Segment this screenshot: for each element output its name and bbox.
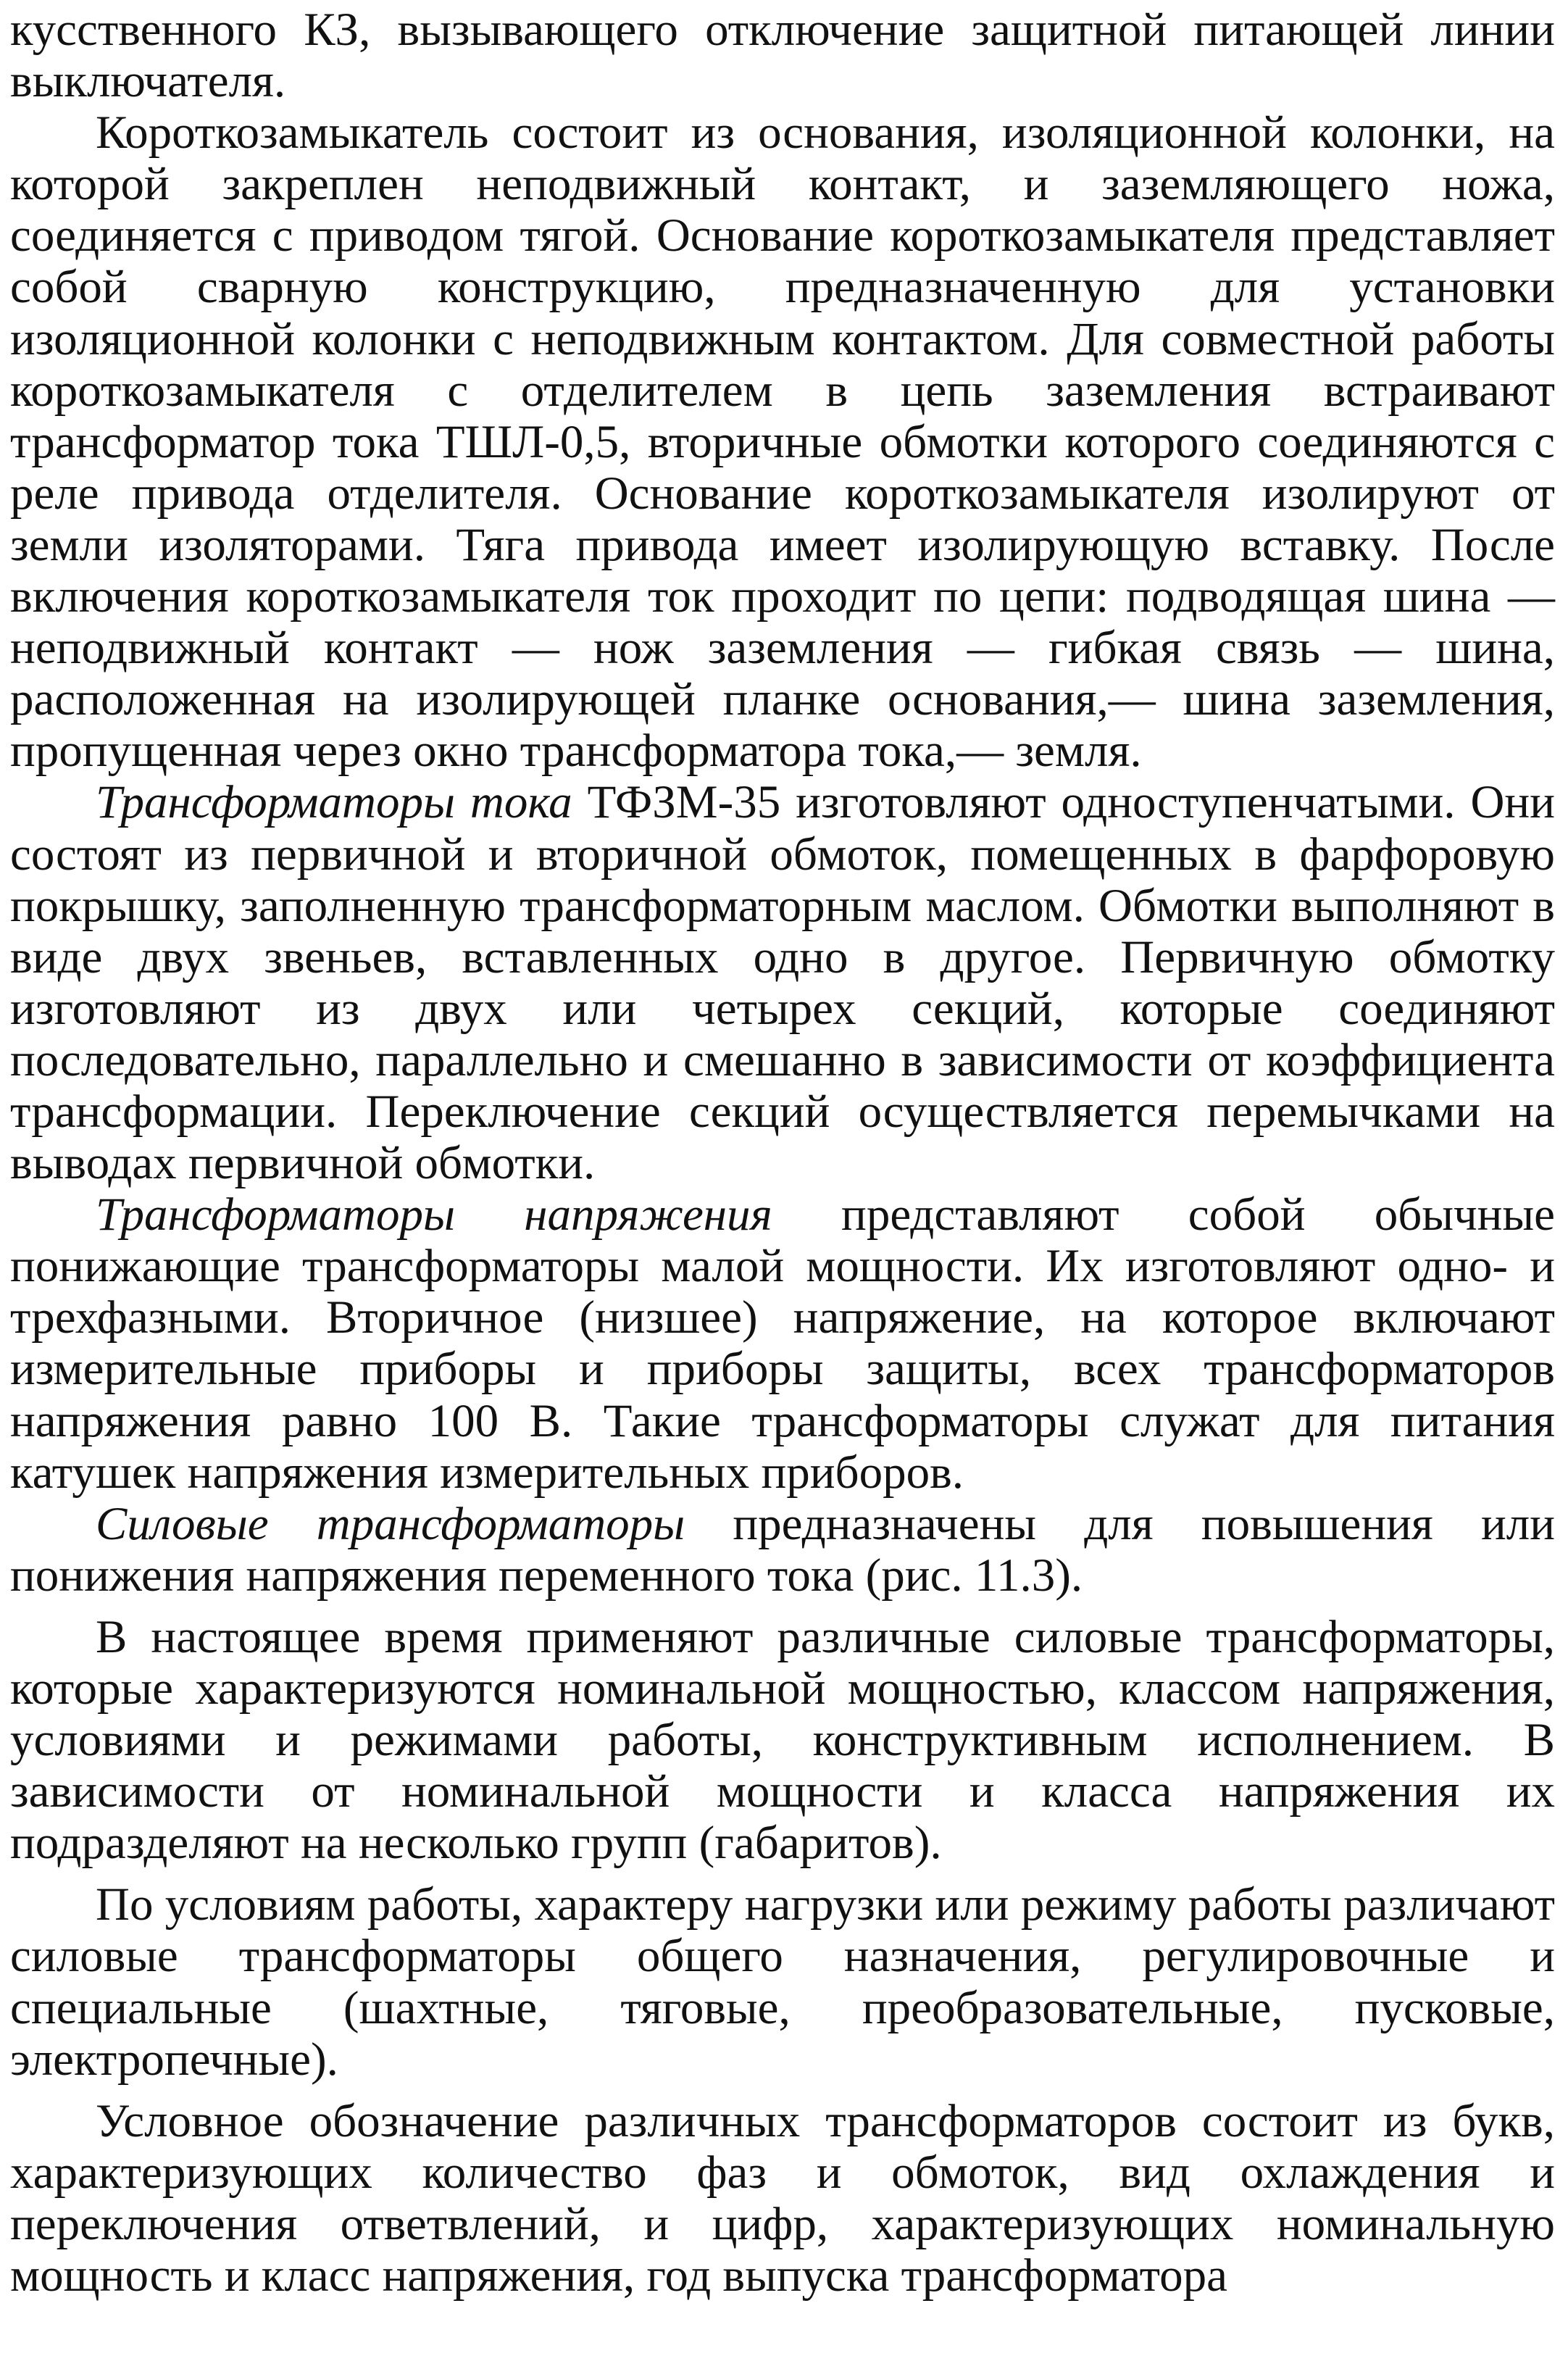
paragraph-8	[10, 2096, 1555, 2302]
paragraph-3	[10, 777, 1555, 1189]
paragraph-7	[10, 1879, 1555, 2085]
paragraph-6	[10, 1612, 1555, 1869]
paragraph-1	[10, 4, 1555, 107]
paragraph-2	[10, 107, 1555, 777]
paragraph-5	[10, 1499, 1555, 1602]
paragraph-text: представляют собой обычные понижающие трансформаторы малой мощности. Их изготовляют одно- и трехфазными. Вторичное (низшее) напряжение, на которое включают измерительные приборы и приборы защиты, всех трансформаторов напряжения равно 100 В. Такие трансформаторы служат для питания катушек напряжения измерительных приборов.	[10, 1188, 1555, 1499]
paragraph-text: В настоящее время применяют различные силовые трансформаторы, которые характеризуются номинальной мощностью, классом напряжения, условиями и режимами работы, конструктивным исполнением. В зависимости от номинальной мощности и класса напряжения их подразделяют на несколько групп (габаритов).	[10, 1610, 1555, 1870]
paragraph-text: Короткозамыкатель состоит из основания, изоляционной колонки, на которой закреплен неподвижный контакт, и заземляющего ножа, соединяется с приводом тягой. Основание короткозамыкателя представляет собой сварную конструкцию, предназначенную для установки изоляционной колонки с неподвижным контактом. Для совместной работы короткозамыкателя с отделителем в цепь заземления встраивают трансформатор тока ТШЛ-0,5, вторичные обмотки которого соединяются с реле привода отделителя. Основание короткозамыкателя изолируют от земли изоляторами. Тяга привода имеет изолирующую вставку. После включения короткозамыкателя ток проходит по цепи: подводящая шина — неподвижный контакт — нож заземления — гибкая связь — шина, расположенная на изолирующей планке основания,— шина заземления, пропущенная через окно трансформатора тока,— земля.	[10, 107, 1555, 778]
paragraph-text: Условное обозначение различных трансформаторов состоит из букв, характеризующих количество фаз и обмоток, вид охлаждения и переключения ответвлений, и цифр, характеризующих номинальную мощность и класс напряжения, год выпуска трансформатора	[10, 2094, 1555, 2302]
italic-term: Силовые трансформаторы	[96, 1497, 685, 1550]
paragraph-text: кусственного КЗ, вызывающего отключение защитной питающей линии выключателя.	[10, 4, 1555, 108]
paragraph-text: ТФЗМ-35 изготовляют одноступенчатыми. Они состоят из первичной и вторичной обмоток, помещенных в фарфоровую покрышку, заполненную трансформаторным маслом. Обмотки выполняют в виде двух звеньев, вставленных одно в другое. Первичную обмотку изготовляют из двух или четырех секций, которые соединяют последовательно, параллельно и смешанно в зависимости от коэффициента трансформации. Переключение секций осуществляется перемычками на выводах первичной обмотки.	[10, 776, 1555, 1190]
italic-term: Трансформаторы напряжения	[96, 1188, 772, 1241]
paragraph-text: предназначены для повышения или понижения напряжения переменного тока (рис. 11.3).	[10, 1497, 1555, 1602]
paragraph-4	[10, 1189, 1555, 1499]
document-page	[10, 4, 1555, 2302]
italic-term: Трансформаторы тока	[96, 776, 572, 829]
paragraph-text: По условиям работы, характеру нагрузки или режиму работы различают силовые трансформаторы общего назначения, регулировочные и специальные (шахтные, тяговые, преобразовательные, пусковые, электропечные).	[10, 1878, 1555, 2086]
